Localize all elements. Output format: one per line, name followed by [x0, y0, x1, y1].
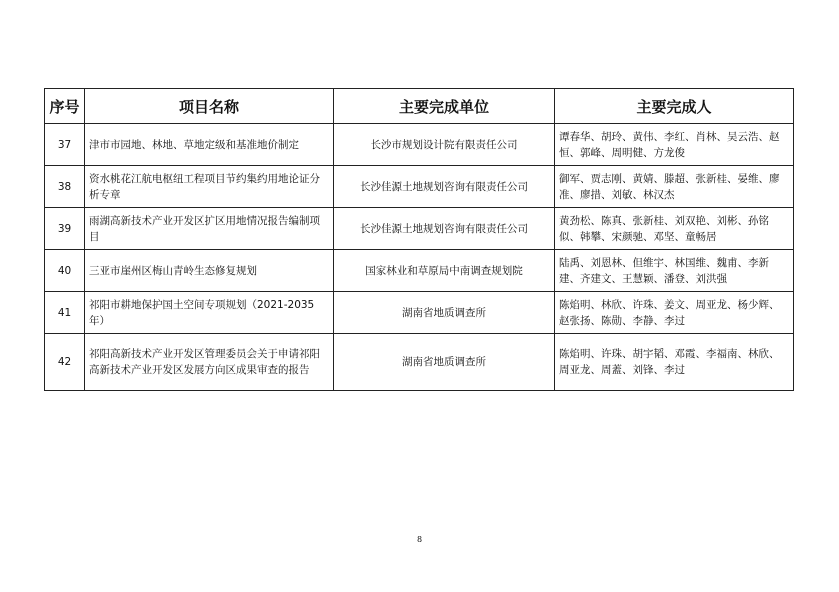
cell-no: 41 — [45, 292, 85, 334]
cell-project-name: 资水桃花江航电枢纽工程项目节约集约用地论证分析专章 — [85, 166, 334, 208]
cell-no: 38 — [45, 166, 85, 208]
header-unit: 主要完成单位 — [334, 89, 555, 124]
table-row — [45, 292, 794, 334]
cell-no: 39 — [45, 208, 85, 250]
cell-unit: 湖南省地质调查所 — [334, 334, 555, 391]
cell-project-name: 祁阳市耕地保护国土空间专项规划（2021-2035年） — [85, 292, 334, 334]
cell-unit: 长沙市规划设计院有限责任公司 — [334, 124, 555, 166]
cell-people: 御军、贾志刚、黄婧、滕超、张新桂、晏维、廖准、廖措、刘敏、林汉杰 — [555, 166, 794, 208]
header-no: 序号 — [45, 89, 85, 124]
page-number: 8 — [416, 535, 423, 544]
cell-no: 42 — [45, 334, 85, 391]
header-people: 主要完成人 — [555, 89, 794, 124]
cell-unit: 长沙佳源土地规划咨询有限责任公司 — [334, 166, 555, 208]
cell-project-name: 三亚市崖州区梅山青岭生态修复规划 — [85, 250, 334, 292]
cell-unit: 国家林业和草原局中南调查规划院 — [334, 250, 555, 292]
table-row — [45, 208, 794, 250]
table-row — [45, 250, 794, 292]
cell-people: 陆禹、刘恩林、但维宇、林国维、魏甫、李新建、齐建文、王慧颖、潘登、刘洪强 — [555, 250, 794, 292]
cell-no: 37 — [45, 124, 85, 166]
cell-project-name: 雨湖高新技术产业开发区扩区用地情况报告编制项目 — [85, 208, 334, 250]
cell-unit: 湖南省地质调查所 — [334, 292, 555, 334]
header-name: 项目名称 — [85, 89, 334, 124]
cell-people: 陈焰明、许珠、胡宇韬、邓霞、李福南、林欣、周亚龙、周蓋、刘锋、李过 — [555, 334, 794, 391]
cell-people: 谭春华、胡玲、黄伟、李红、肖林、吴云浩、赵恒、郭峰、周明健、方龙俊 — [555, 124, 794, 166]
cell-people: 黄劲松、陈真、张新桂、刘双艳、刘彬、孙铭似、韩攀、宋颜驰、邓坚、童畅居 — [555, 208, 794, 250]
table-row — [45, 166, 794, 208]
cell-project-name: 津市市园地、林地、草地定级和基准地价制定 — [85, 124, 334, 166]
cell-unit: 长沙佳源土地规划咨询有限责任公司 — [334, 208, 555, 250]
table-row — [45, 124, 794, 166]
cell-no: 40 — [45, 250, 85, 292]
table-row — [45, 334, 794, 391]
cell-project-name: 祁阳高新技术产业开发区管理委员会关于申请祁阳高新技术产业开发区发展方向区成果审查的报告 — [85, 334, 334, 391]
cell-people: 陈焰明、林欣、许珠、姜文、周亚龙、杨少辉、赵张扬、陈勋、李静、李过 — [555, 292, 794, 334]
projects-table — [44, 88, 794, 391]
header-row — [45, 89, 794, 124]
